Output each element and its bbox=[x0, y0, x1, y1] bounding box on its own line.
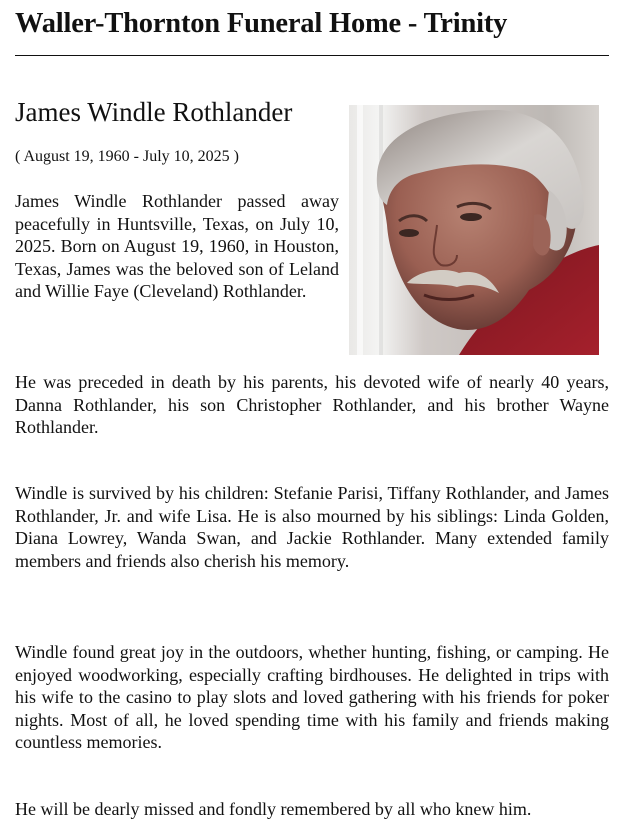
site-title: Waller-Thornton Funeral Home - Trinity bbox=[15, 8, 508, 39]
life-dates: ( August 19, 1960 - July 10, 2025 ) bbox=[15, 148, 239, 165]
obituary-paragraph: Windle found great joy in the outdoors, whether hunting, fishing, or camping. He enjoyed woodworking, especially crafting birdhouses. He delighted in trips with his wife to the casino to play slots and loved gathering with his friends for poker nights. Most of all, he loved spending time with his family and friends making countless memories. bbox=[15, 642, 609, 752]
obituary-paragraph: James Windle Rothlander passed away peacefully in Huntsville, Texas, on July 10, 2025. Born on August 19, 1960, in Houston, Texas, James was the beloved son of Leland and Willie Faye (Cleveland) Rothlander. bbox=[15, 191, 339, 301]
header-divider bbox=[15, 55, 609, 56]
obituary-closing: He will be dearly missed and fondly remembered by all who knew him. bbox=[15, 799, 532, 819]
obituary-paragraph: Windle is survived by his children: Stefanie Parisi, Tiffany Rothlander, and James Rothlander, Jr. and wife Lisa. He is also mourned by his siblings: Linda Golden, Diana Lowrey, Wanda Swan, and Jackie Rothlander. Many extended family members and friends also cherish his memory. bbox=[15, 483, 609, 571]
deceased-name: James Windle Rothlander bbox=[15, 97, 293, 127]
portrait-photo bbox=[349, 105, 599, 355]
portrait-image bbox=[349, 105, 599, 355]
obituary-paragraph: He was preceded in death by his parents, his devoted wife of nearly 40 years, Danna Rothlander, his son Christopher Rothlander, and his brother Wayne Rothlander. bbox=[15, 372, 609, 437]
